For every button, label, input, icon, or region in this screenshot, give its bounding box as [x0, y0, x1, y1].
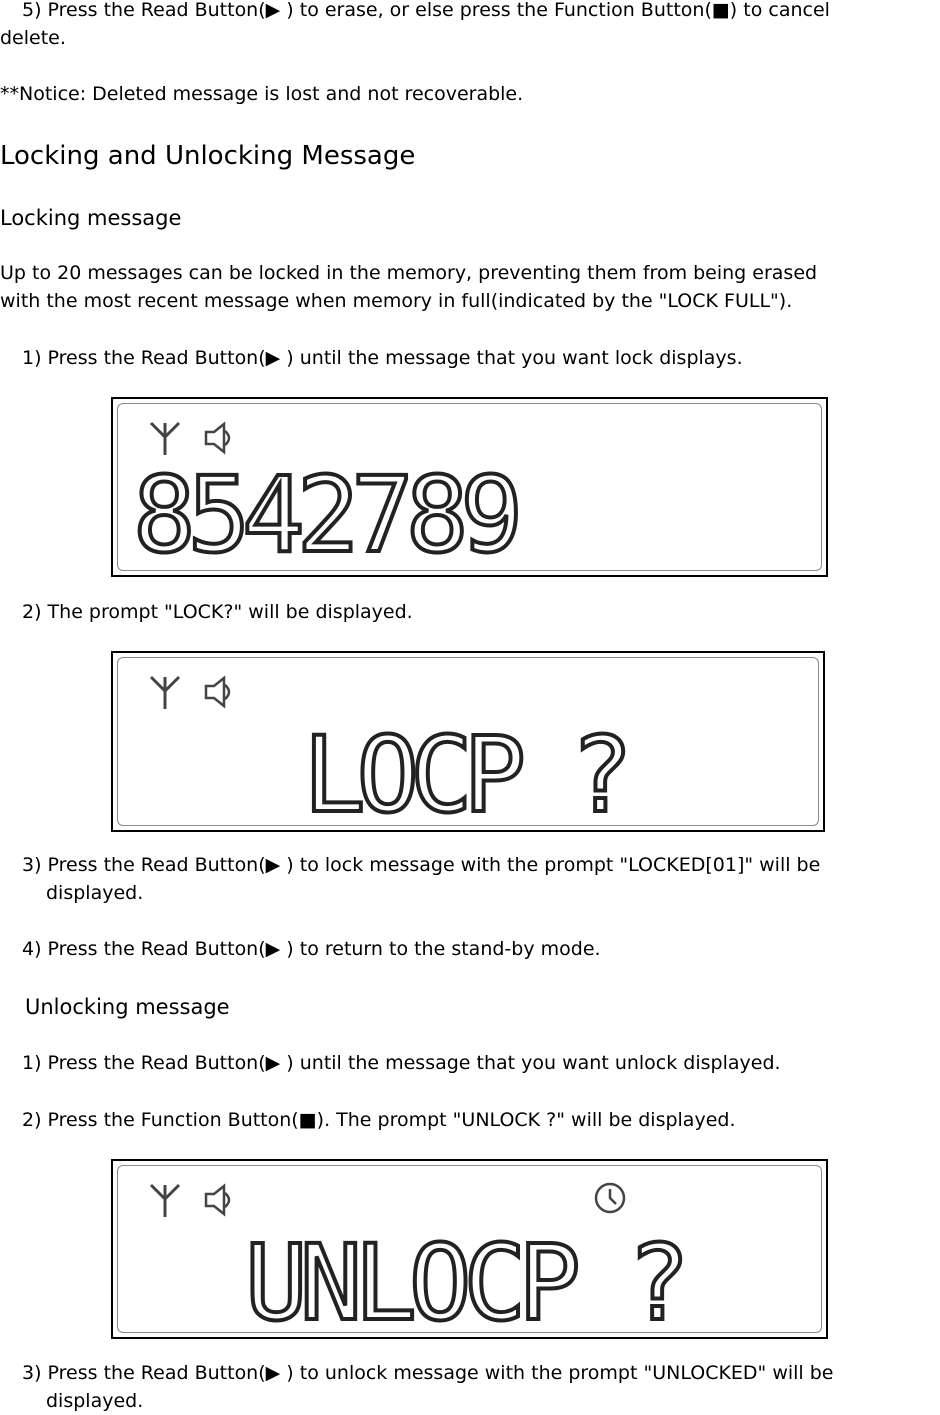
locking-intro-line1: Up to 20 messages can be locked in the memory, preventing them from being erased	[0, 262, 818, 284]
unlocking-step3-line2: displayed.	[46, 1390, 144, 1412]
unlocking-step3-line1: 3) Press the Read Button(▶ ) to unlock message with the prompt "UNLOCKED" will be	[22, 1362, 834, 1384]
display3-text: UNLOCP ?	[245, 1222, 690, 1337]
lcd-display-2	[111, 651, 825, 832]
lcd-display-1	[111, 397, 828, 577]
locking-step1: 1) Press the Read Button(▶ ) until the message that you want lock displays.	[22, 347, 743, 369]
lcd-display-3	[111, 1159, 828, 1339]
locking-intro-line2: with the most recent message when memory in full(indicated by the "LOCK FULL").	[0, 290, 793, 312]
step5-line1: 5) Press the Read Button(▶ ) to erase, or else press the Function Button(■) to cancel	[22, 0, 830, 21]
locking-step2: 2) The prompt "LOCK?" will be displayed.	[22, 601, 413, 623]
segment-readout	[113, 653, 823, 830]
locking-step3-line1: 3) Press the Read Button(▶ ) to lock message with the prompt "LOCKED[01]" will be	[22, 854, 821, 876]
notice-text: Deleted message is lost and not recoverable.	[86, 83, 524, 105]
segment-readout	[113, 1161, 826, 1337]
segment-readout	[113, 399, 826, 575]
locking-step4: 4) Press the Read Button(▶ ) to return to the stand-by mode.	[22, 938, 601, 960]
section-title: Locking and Unlocking Message	[0, 141, 416, 171]
unlocking-step1: 1) Press the Read Button(▶ ) until the message that you want unlock displayed.	[22, 1052, 781, 1074]
notice-label: **Notice:	[0, 83, 87, 105]
notice	[0, 80, 523, 108]
unlocking-title: Unlocking message	[25, 995, 230, 1019]
locking-title: Locking message	[0, 206, 182, 230]
locking-step3-line2: displayed.	[46, 882, 144, 904]
step5-line2: delete.	[0, 27, 66, 49]
display1-text: 8542789	[133, 454, 523, 575]
unlocking-step2: 2) Press the Function Button(■). The prompt "UNLOCK ?" will be displayed.	[22, 1109, 736, 1131]
display2-text: LOCP ?	[303, 714, 633, 830]
